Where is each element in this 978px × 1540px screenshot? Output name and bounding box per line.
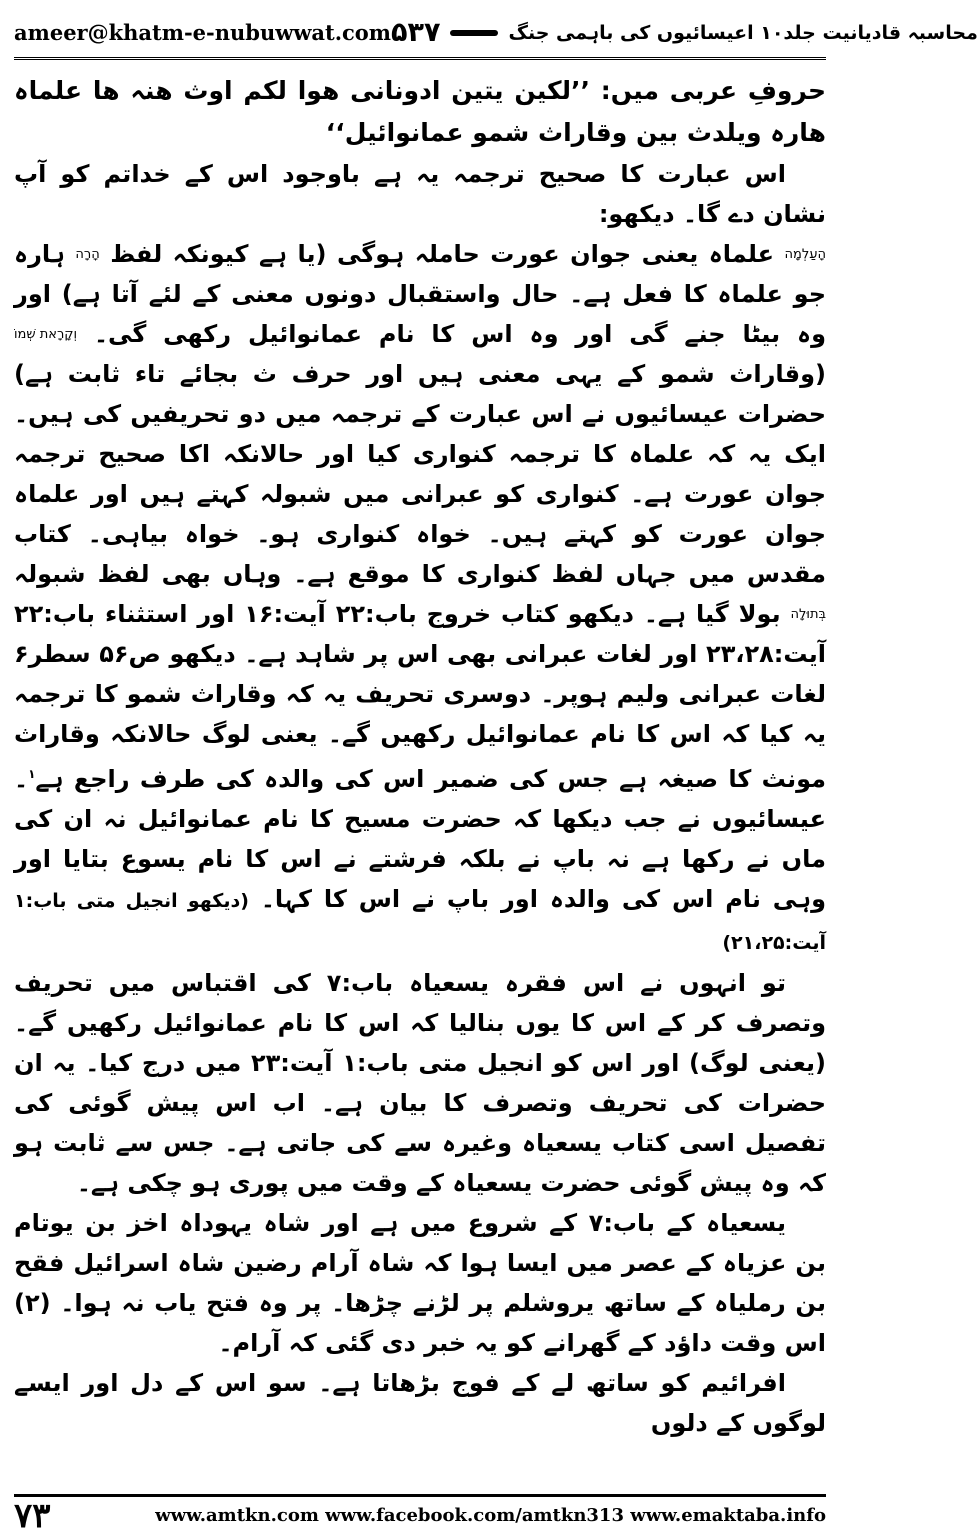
header-email: ameer@khatm-e-nubuwwat.com — [14, 20, 392, 45]
hebrew-word-almah: הָעַלְמָה — [784, 247, 827, 262]
text-segment-5: ۔ عیسائیوں نے جب دیکھا کہ حضرت مسیح کا نام عمانوائیل نہ ان کی ماں نے رکھا ہے نہ باپ نے بلکہ فرشتے نے اس کا نام یسوع بتایا اور وہی نام اس کی والدہ اور باپ نے اس کا کہا۔ — [14, 765, 826, 913]
footer-urls: www.amtkn.com www.facebook.com/amtkn313 www.emaktaba.info — [155, 1505, 826, 1526]
page-body — [14, 70, 826, 1443]
paragraph-ephraim: افرائیم کو ساتھ لے کے فوج بڑھاتا ہے۔ سو اس کے دل اور ایسے لوگوں کے دلوں — [14, 1369, 826, 1437]
text-segment-1: علماہ یعنی جوان عورت حاملہ ہوگی (یا ہے کیونکہ لفظ — [110, 240, 775, 268]
header-separator-mark — [450, 30, 498, 36]
header-title: محاسبہ قادیانیت جلد۱۰ اعیسائیوں کی باہمی جنگ — [508, 21, 978, 44]
paragraph-translation-intro: اس عبارت کا صحیح ترجمہ یہ ہے باوجود اس کے خداتم کو آپ نشان دے گا۔ دیکھو: — [14, 160, 826, 228]
text-segment-4: بولا گیا ہے۔ دیکھو کتاب خروج باب:۲۲ آیت:۱۶ اور استثناء باب:۲۲ آیت:۲۳،۲۸ اور لغات عبرانی بھی اس پر شاہد ہے۔ دیکھو ص۵۶ سطر۶ لغات عبرانی ولیم ہوپر۔ دوسری تحریف یہ کہ وقاراث شمو کا ترجمہ یہ کیا کہ اس کا نام عمانوائیل رکھیں گے۔ یعنی لوگ حالانکہ وقاراث مونث کا صیغہ ہے جس کی ضمیر اس کی والدہ کی طرف راجع ہے — [14, 600, 827, 793]
hebrew-word-harah: הָרָה — [75, 247, 100, 262]
header-page-number: ۵۳۷ — [391, 17, 441, 48]
page-footer — [14, 1494, 826, 1534]
footer-sheet-number: ۷۳ — [14, 1495, 51, 1536]
text-segment-3: (وقاراث شمو کے یہی معنی ہیں اور حرف ث بجائے تاء ثابت ہے) حضرات عیسائیوں نے اس عبارت کے ترجمہ میں دو تحریفیں کی ہیں۔ ایک یہ کہ علماہ کا ترجمہ کنواری کیا اور حالانکہ اکا صحیح ترجمہ جوان عورت ہے۔ کنواری کو عبرانی میں شبولہ کہتے ہیں اور علماہ جوان عورت کو کہتے ہیں۔ خواہ کنواری ہو۔ خواہ بیاہی۔ کتاب مقدس میں جہاں لفظ کنواری کا موقع ہے۔ وہاں بھی لفظ شبولہ — [14, 360, 826, 588]
paragraph-arabic-quote: حروفِ عربی میں: ’’لکین یتین ادونانی ھوا لکم اوث ھنہ ھا علماہ ھارہ ویلدث بین وقاراث شمو عمانوائیل‘‘ — [14, 76, 826, 147]
paragraph-isaiah-chapter: یسعیاہ کے باب:۷ کے شروع میں ہے اور شاہ یہوداہ اخز بن یوتام بن عزیاہ کے عصر میں ایسا ہوا کہ شاہ آرام رضین شاہ اسرائیل فقح بن رملیاہ کے ساتھ یروشلم پر لڑنے چڑھا۔ پر وہ فتح یاب نہ ہوا۔ (۲) اس وقت داؤد کے گھرانے کو یہ خبر دی گئی کہ آرام۔ — [14, 1209, 826, 1357]
text-segment-2: ہارہ جو علماہ کا فعل ہے۔ حال واستقبال دونوں معنی کے لئے آتا ہے) اور وہ بیٹا جنے گی اور وہ اس کا نام عمانوائیل رکھی گی۔ — [14, 240, 826, 348]
paragraph-tahreef: تو انہوں نے اس فقرہ یسعیاہ باب:۷ کی اقتباس میں تحریف وتصرف کر کے اس کا یوں بنالیا کہ اس کا نام عمانوائیل رکھیں گے۔ (یعنی لوگ) اور اس کو انجیل متی باب:۱ آیت:۲۳ میں درج کیا۔ یہ ان حضرات کی تحریف وتصرف کا بیان ہے۔ اب اس پیش گوئی کی تفصیل اسی کتاب یسعیاہ وغیرہ سے کی جاتی ہے۔ جس سے ثابت ہو کہ وہ پیش گوئی حضرت یسعیاہ کے وقت میں پوری ہو چکی ہے۔ — [14, 969, 826, 1197]
footnote-mark: ۱ — [28, 767, 36, 781]
hebrew-word-veqarat: וְקָרָאת שְׁמוֹ — [14, 327, 78, 342]
bible-reference: (دیکھو انجیل متی باب:۱ آیت:۲۱،۲۵) — [14, 890, 826, 954]
paragraph-explanation — [14, 234, 826, 963]
header-title-group — [391, 17, 978, 48]
page-header — [14, 8, 978, 60]
hebrew-word-betulah: בְּתוּלָה — [790, 607, 826, 622]
